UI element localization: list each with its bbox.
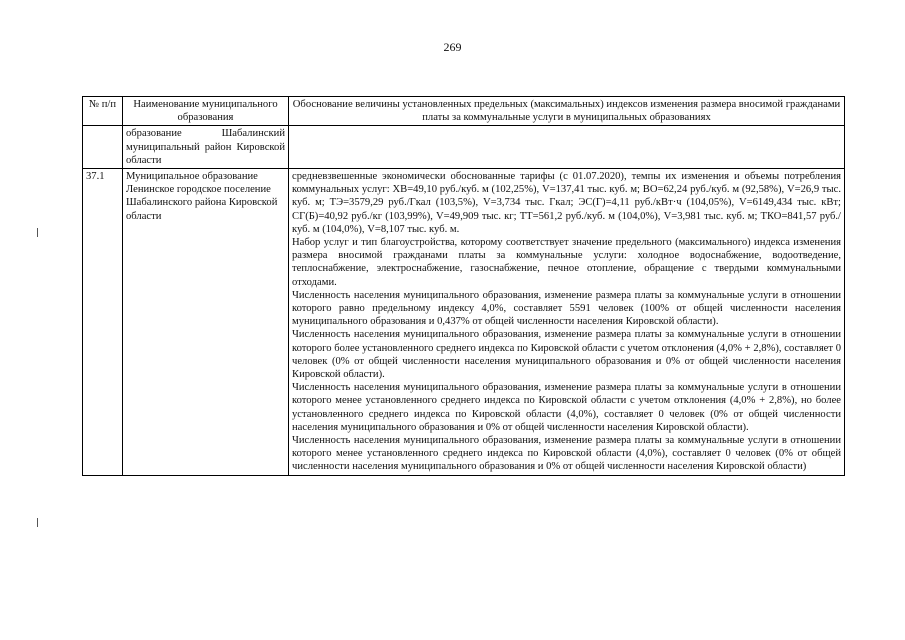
cell-basis <box>289 126 845 169</box>
cell-basis <box>289 169 845 476</box>
basis-paragraph: Численность населения муниципального образования, изменение размера платы за коммунальные услуги в отношении которого менее установленного среднего индекса по Кировской области с учетом отклонения (4,0% + 2,8%), но более установленного среднего индекса по Кировской области (4,0%), составляет 0 человек (0% от общей численности населения муниципального образования и 0% от общей численности населения Кировской области). <box>292 382 841 433</box>
basis-paragraph: Набор услуг и тип благоустройства, которому соответствует значение предельного (максимального) индекса изменения размера вносимой гражданами платы за коммунальные услуги: холодное водоснабжение, водоотведение, теплоснабжение, электроснабжение, газоснабжение, печное отопление, обращение с твердыми коммунальными отходами. <box>292 237 841 288</box>
header-basis: Обоснование величины установленных предельных (максимальных) индексов изменения размера вносимой гражданами платы за коммунальные услуги в муниципальных образованиях <box>289 97 845 126</box>
basis-paragraph: Численность населения муниципального образования, изменение размера платы за коммунальные услуги в отношении которого равно предельному индексу 4,0%, составляет 5591 человек (100% от общей численности населения муниципального образования и 0,437% от общей численности населения Кировской области). <box>292 289 841 328</box>
table-header-row <box>83 97 845 126</box>
tariff-table <box>82 96 845 476</box>
cell-name: Муниципальное образование Ленинское городское поселение Шабалинского района Кировской области <box>123 169 289 476</box>
cell-number <box>83 126 123 169</box>
page-number: 269 <box>443 40 462 54</box>
cell-number: 37.1 <box>83 169 123 476</box>
cell-name: образование Шабалинский муниципальный район Кировской области <box>123 126 289 169</box>
table-row <box>83 169 845 476</box>
header-name: Наименование муниципального образования <box>123 97 289 126</box>
margin-mark <box>37 228 40 237</box>
basis-paragraph: Численность населения муниципального образования, изменение размера платы за коммунальные услуги в отношении которого более установленного среднего индекса по Кировской области с учетом отклонения (4,0% + 2,8%), составляет 0 человек (0% от общей численности населения муниципального образования и 0% от общей численности населения Кировской области). <box>292 329 841 381</box>
table-row <box>83 126 845 169</box>
basis-paragraph: средневзвешенные экономически обоснованные тарифы (с 01.07.2020), темпы их изменения и объемы потребления коммунальных услуг: ХВ=49,10 руб./куб. м (102,25%), V=137,41 тыс. куб. м; ВО=62,24 руб./куб. м (92,58%), V=26,9 тыс. куб. м; ТЭ=3579,29 руб./Гкал (103,5%), V=3,734 тыс. Гкал; ЭС(Г)=4,11 руб./кВт·ч (104,05%), V=6149,434 тыс. кВт; СГ(Б)=40,92 руб./кг (103,99%), V=49,909 тыс. кг; ТТ=561,2 руб./куб. м (104,0%), V=3,981 тыс. куб. м; ТКО=841,57 руб./куб. м (104,0%), V=8,107 тыс. куб. м. <box>292 171 841 235</box>
margin-mark <box>37 518 40 527</box>
basis-paragraph: Численность населения муниципального образования, изменение размера платы за коммунальные услуги в отношении которого менее установленного среднего индекса по Кировской области (4,0%), составляет 0 человек (0% от общей численности населения муниципального образования и 0% от общей численности населения Кировской области) <box>292 435 841 473</box>
header-number: № п/п <box>83 97 123 126</box>
